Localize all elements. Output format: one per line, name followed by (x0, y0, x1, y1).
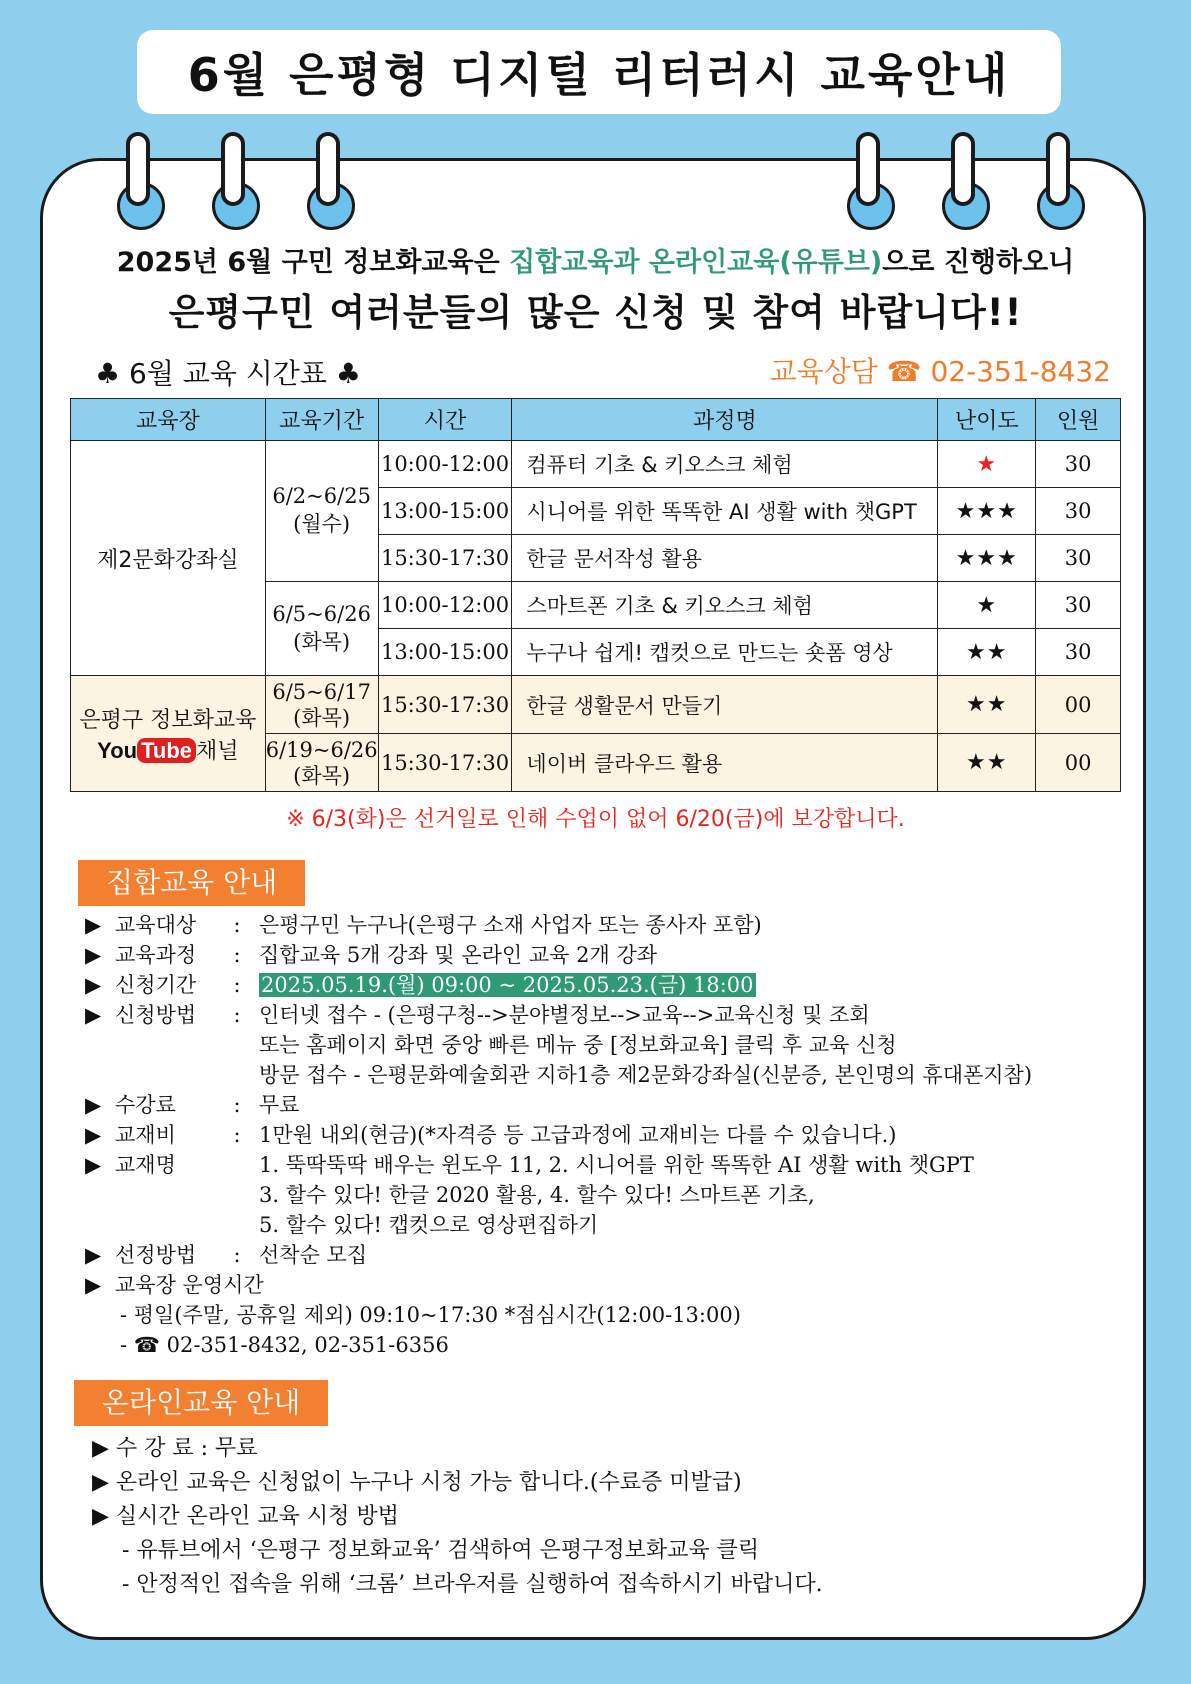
item-value: 1. 뚝딱뚝딱 배우는 윈도우 11, 2. 시니어를 위한 똑똑한 AI 생활 with 챗GPT (259, 1153, 974, 1177)
time-cell: 15:30-17:30 (378, 676, 512, 734)
item-key: 선정방법 (115, 1243, 197, 1267)
intro-text: 2025년 6월 구민 정보화교육은 (116, 247, 510, 278)
course-cell: 한글 생활문서 만들기 (512, 676, 938, 734)
youtube-room-cell (71, 676, 266, 792)
item-key: 신청방법 (115, 1003, 197, 1027)
intro-line-2: 은평구민 여러분들의 많은 신청 및 참여 바랍니다!! (168, 291, 1023, 334)
item-key: 교육대상 (115, 913, 197, 937)
course-cell: 컴퓨터 기초 & 키오스크 체험 (512, 441, 938, 488)
offline-section-label: 집합교육 안내 (78, 860, 305, 906)
list-item: ▶ 신청방법 : 인터넷 접수 - (은평구청-->분야별정보-->교육-->교육신청 및 조회 (85, 1000, 1032, 1030)
binder-ring-icon (305, 132, 357, 230)
intro-highlight: 집합교육과 온라인교육(유튜브) (509, 247, 883, 278)
level-cell: ★ (938, 441, 1036, 488)
col-header-level: 난이도 (938, 399, 1036, 441)
title-banner (137, 30, 1061, 114)
list-item: ▶ 수강료 : 무료 (85, 1090, 1032, 1120)
sub-item: - 유튜브에서 ‘은평구 정보화교육’ 검색하여 은평구정보화교육 클릭 (122, 1538, 760, 1563)
list-item: ▶ 교육대상 : 은평구민 누구나(은평구 소재 사업자 또는 종사자 포함) (85, 910, 1032, 940)
time-cell: 10:00-12:00 (378, 582, 512, 629)
sub-item: - 안정적인 접속을 위해 ‘크롬’ 브라우저를 실행하여 접속하시기 바랍니다. (122, 1572, 823, 1597)
list-item: ▶ 신청기간 : 2025.05.19.(월) 09:00 ~ 2025.05.23.(금) 18:00 (85, 970, 1032, 1000)
col-header-count: 인원 (1036, 399, 1121, 441)
item-key: 수강료 (115, 1093, 176, 1117)
list-item: ▶ 실시간 온라인 교육 시청 방법 (92, 1504, 399, 1529)
time-cell: 13:00-15:00 (378, 488, 512, 535)
course-cell: 누구나 쉽게! 캡컷으로 만드는 숏폼 영상 (512, 629, 938, 676)
schedule-title: ♣ 6월 교육 시간표 ♣ (95, 357, 361, 390)
count-cell: 00 (1036, 676, 1121, 734)
col-header-time: 시간 (378, 399, 512, 441)
table-row (71, 676, 1121, 734)
col-header-room: 교육장 (71, 399, 266, 441)
item-key: 신청기간 (115, 973, 197, 997)
list-item: ▶ 교재비 : 1만원 내외(현금)(*자격증 등 고급과정에 교재비는 다를 수 있습니다.) (85, 1120, 1032, 1150)
period-cell: 6/5~6/17 (화목) (265, 676, 378, 734)
table-row (71, 441, 1121, 488)
count-cell: 30 (1036, 582, 1121, 629)
count-cell: 30 (1036, 488, 1121, 535)
binder-ring-icon (115, 132, 167, 230)
list-item: ▶ 교육과정 : 집합교육 5개 강좌 및 온라인 교육 2개 강좌 (85, 940, 1032, 970)
application-period-highlight: 2025.05.19.(월) 09:00 ~ 2025.05.23.(금) 18:00 (261, 973, 754, 997)
list-item: ▶ 교육장 운영시간 (85, 1270, 1032, 1300)
room-cell: 제2문화강좌실 (71, 441, 266, 676)
table-header-row (71, 399, 1121, 441)
course-cell: 네이버 클라우드 활용 (512, 734, 938, 792)
item-value: 선착순 모집 (259, 1243, 368, 1267)
item-value-cont: 5. 할수 있다! 캡컷으로 영상편집하기 (259, 1213, 599, 1237)
item-value: 인터넷 접수 - (은평구청-->분야별정보-->교육-->교육신청 및 조회 (259, 1003, 870, 1027)
course-cell: 한글 문서작성 활용 (512, 535, 938, 582)
schedule-table (70, 398, 1121, 792)
period-cell: 6/2~6/25 (월수) (265, 441, 378, 582)
period-cell: 6/19~6/26 (화목) (265, 734, 378, 792)
binder-ring-icon (210, 132, 262, 230)
binder-ring-icon (1035, 132, 1087, 230)
count-cell: 30 (1036, 629, 1121, 676)
time-cell: 10:00-12:00 (378, 441, 512, 488)
count-cell: 30 (1036, 535, 1121, 582)
item-key: 교재명 (115, 1153, 176, 1177)
course-cell: 스마트폰 기초 & 키오스크 체험 (512, 582, 938, 629)
phones-line: - ☎ 02-351-8432, 02-351-6356 (120, 1333, 449, 1357)
level-cell: ★★ (938, 734, 1036, 792)
item-value-cont: 또는 홈페이지 화면 중앙 빠른 메뉴 중 [정보화교육] 클릭 후 교육 신청 (259, 1033, 897, 1057)
level-cell: ★★ (938, 629, 1036, 676)
item-key: 교육장 운영시간 (115, 1273, 264, 1297)
time-cell: 13:00-15:00 (378, 629, 512, 676)
level-cell: ★★ (938, 676, 1036, 734)
level-cell: ★ (938, 582, 1036, 629)
list-item: ▶ 수 강 료 : 무료 (92, 1436, 258, 1461)
item-value: 1만원 내외(현금)(*자격증 등 고급과정에 교재비는 다를 수 있습니다.) (259, 1123, 897, 1147)
online-section-label: 온라인교육 안내 (74, 1380, 328, 1426)
offline-info-list (85, 910, 1032, 1360)
binder-ring-icon (845, 132, 897, 230)
list-item: ▶ 온라인 교육은 신청없이 누구나 시청 가능 합니다.(수료증 미발급) (92, 1470, 742, 1495)
count-cell: 00 (1036, 734, 1121, 792)
page-title: 6월 은평형 디지털 리터러시 교육안내 (187, 48, 1011, 102)
item-value-cont: 방문 접수 - 은평문화예술회관 지하1층 제2문화강좌실(신분증, 본인명의 휴대폰지참) (259, 1063, 1033, 1087)
list-item: ▶ 선정방법 : 선착순 모집 (85, 1240, 1032, 1270)
item-value-cont: 3. 할수 있다! 한글 2020 활용, 4. 할수 있다! 스마트폰 기초, (259, 1183, 815, 1207)
schedule-notice: ※ 6/3(화)은 선거일로 인해 수업이 없어 6/20(금)에 보강합니다. (286, 807, 905, 832)
channel-label: 채널 (196, 738, 239, 764)
item-value: 은평구민 누구나(은평구 소재 사업자 또는 종사자 포함) (259, 913, 762, 937)
time-cell: 15:30-17:30 (378, 734, 512, 792)
level-cell: ★★★ (938, 488, 1036, 535)
time-cell: 15:30-17:30 (378, 535, 512, 582)
item-key: 교재비 (115, 1123, 176, 1147)
list-item: ▶ 교재명 1. 뚝딱뚝딱 배우는 윈도우 11, 2. 시니어를 위한 똑똑한 AI 생활 with 챗GPT (85, 1150, 1032, 1180)
youtube-logo-you: You (97, 737, 138, 763)
col-header-course: 과정명 (512, 399, 938, 441)
hours-line: - 평일(주말, 공휴일 제외) 09:10~17:30 *점심시간(12:00-13:00) (120, 1303, 741, 1327)
intro-text: 으로 진행하오니 (882, 247, 1075, 278)
consult-phone: 교육상담 ☎ 02-351-8432 (769, 355, 1111, 388)
binder-ring-icon (940, 132, 992, 230)
room-label: 은평구 정보화교육 (79, 707, 257, 733)
level-cell: ★★★ (938, 535, 1036, 582)
item-value: 무료 (259, 1093, 300, 1117)
item-value: 집합교육 5개 강좌 및 온라인 교육 2개 강좌 (259, 943, 658, 967)
item-key: 교육과정 (115, 943, 197, 967)
youtube-channel (71, 734, 265, 765)
youtube-logo-tube: Tube (137, 738, 196, 763)
count-cell: 30 (1036, 441, 1121, 488)
online-info-list (92, 1432, 823, 1602)
intro-line-1 (0, 240, 1191, 279)
course-cell: 시니어를 위한 똑똑한 AI 생활 with 챗GPT (512, 488, 938, 535)
period-cell: 6/5~6/26 (화목) (265, 582, 378, 676)
col-header-period: 교육기간 (265, 399, 378, 441)
